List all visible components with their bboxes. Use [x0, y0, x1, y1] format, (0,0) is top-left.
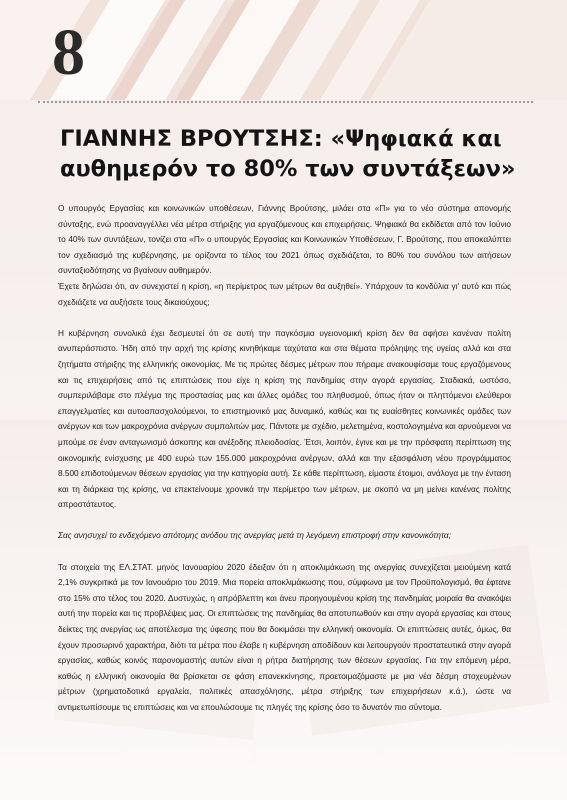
paragraph-gap: [58, 544, 511, 560]
paragraph-gap: [58, 310, 511, 326]
question-2: Σας ανησυχεί το ενδεχόμενο απότομης ανόδου της ανεργίας μετά τη λεγόμενη επιστροφή στην κανονικότητα;: [58, 531, 451, 541]
question-1: Έχετε δηλώσει ότι, αν συνεχιστεί η κρίση, «η περίμετρος των μέτρων θα αυξηθεί». Υπάρχουν τα κονδύλια γι' αυτό και πώς σχεδιάζετε να αυξήσετε τους δικαιούχους;: [58, 281, 511, 307]
page-number: 8: [52, 16, 85, 89]
diagonal-stripes-decoration: [0, 0, 567, 100]
article-title: ΓΙΑΝΝΗΣ ΒΡΟΥΤΣΗΣ: «Ψηφιακά και αυθημερόν το 80% των συντάξεων»: [60, 126, 516, 182]
dotted-divider: [38, 101, 533, 103]
article-body: [58, 201, 511, 716]
answer-2: Τα στοιχεία της ΕΛ.ΣΤΑΤ. μηνός Ιανουαρίου 2020 έδειξαν ότι η αποκλιμάκωση της ανεργίας συνεχίζεται μειούμενη κατά 2,1% συγκριτικά με τον Ιανουάριο του 2019. Μια πορεία αποκλιμάκωσης που, σύμφωνα με τον Προϋπολογισμό, θα έφτανε στο 15% στο τέλος του 2020. Δυστυχώς, η απρόβλεπτη και άνευ προηγουμένου κρίση της πανδημίας μοιραία θα ανακόψει αυτή την πορεία και τις προβλέψεις μας. Οι επιπτώσεις της πανδημίας θα αποτυπωθούν και στην αγορά εργασίας και στους δείκτες της ανεργίας ως αποτέλεσμα της ύφεσης που θα δοκιμάσει την ελληνική οικονομία. Οι επιπτώσεις αυτές, όμως, θα έχουν προσωρινό χαρακτήρα, διότι τα μέτρα που έλαβε η κυβέρνηση αποδίδουν και λειτουργούν προστατευτικά στην αγορά εργασίας, καθώς κοινός παρονομαστής αυτών είναι η ρήτρα διατήρησης των θέσεων εργασίας. Για την επόμενη μέρα, καθώς η ελληνική οικονομία θα βρίσκεται σε φάση επανεκκίνησης, προετοιμαζόμαστε με μια νέα δέσμη στοχευμένων μέτρων (χρηματοδοτικά εργαλεία, πολιτικές απασχόλησης, μέτρα στήριξης των επιχειρήσεων κ.ά.), ώστε να αντιμετωπίσουμε τις επιπτώσεις και να επουλώσουμε τις πληγές της κρίσης όσο το δυνατόν πιο σύντομα.: [58, 562, 511, 712]
answer-1: Η κυβέρνηση συνολικά έχει δεσμευτεί ότι σε αυτή την παγκόσμια υγειονομική κρίση δεν θα αφήσει κανέναν πολίτη ανυπεράσπιστο. Ήδη από την αρχή της κρίσης κινηθήκαμε ταχύτατα και στα θέματα πρόληψης της υγείας αλλά και στα ζητήματα στήριξης της ελληνικής οικονομίας. Με τις πρώτες δέσμες μέτρων που πήραμε ανακουφίσαμε τους εργαζόμενους και τις επιχειρήσεις από τις επιπτώσεις που είχε η κρίση της πανδημίας στην αγορά εργασίας. Σταδιακά, ωστόσο, συμπεριλάβαμε στο πλέγμα της προστασίας μας και άλλες ομάδες του πληθυσμού, όπως ήταν οι πληττόμενοι ελεύθεροι επαγγελματίες και αυτοαπασχολούμενοι, το επιστημονικό μας δυναμικό, καθώς και τις ευαίσθητες κοινωνικές ομάδες των ανέργων και των μακροχρόνια ανέργων συμπολιτών μας. Πάντοτε με σχέδιο, μελετημένα, κοστολογημένα και αρνούμενοι να μπούμε σε έναν ανταγωνισμό άσκοπης και ανέξοδης πλειοδοσίας. Έτσι, λοιπόν, έγινε και με την πρόσφατη περίπτωση της οικονομικής ενίσχυσης με 400 ευρώ των 155.000 μακροχρόνια ανέργων, αλλά και την εξασφάλιση νέου προγράμματος 8.500 επιδοτούμενων θέσεων εργασίας για την κατηγορία αυτή. Σε κάθε περίπτωση, είμαστε έτοιμοι, ανάλογα με την ένταση και τη διάρκεια της κρίσης, να επεκτείνουμε χρονικά την περίμετρο των μέτρων, με σκοπό να μη μείνει κανένας πολίτης απροστάτευτος.: [58, 328, 511, 510]
header-band: [0, 0, 567, 100]
paragraph-gap: [58, 513, 511, 529]
intro-paragraph: Ο υπουργός Εργασίας και κοινωνικών υποθέσεων, Γιάννης Βρούτσης, μιλάει στα «Π» για το νέο σύστημα απονομής σύνταξης, ενώ προαναγγέλλει νέα μέτρα στήριξης για εργαζόμενους και επιχειρήσεις. Ψηφιακά θα εκδίδεται από τον Ιούνιο το 40% των συντάξεων, τονίζει στα «Π» ο υπουργός Εργασίας και Κοινωνικών Υποθέσεων, Γ. Βρούτσης, που αποκαλύπτει τον σχεδιασμό της κυβέρνησης, με ορίζοντα το τέλος του 2021 όπως σχεδιάζεται, το 80% του συνόλου των αιτήσεων συνταξιοδότησης να βγαίνουν αυθημερόν.: [58, 204, 511, 276]
